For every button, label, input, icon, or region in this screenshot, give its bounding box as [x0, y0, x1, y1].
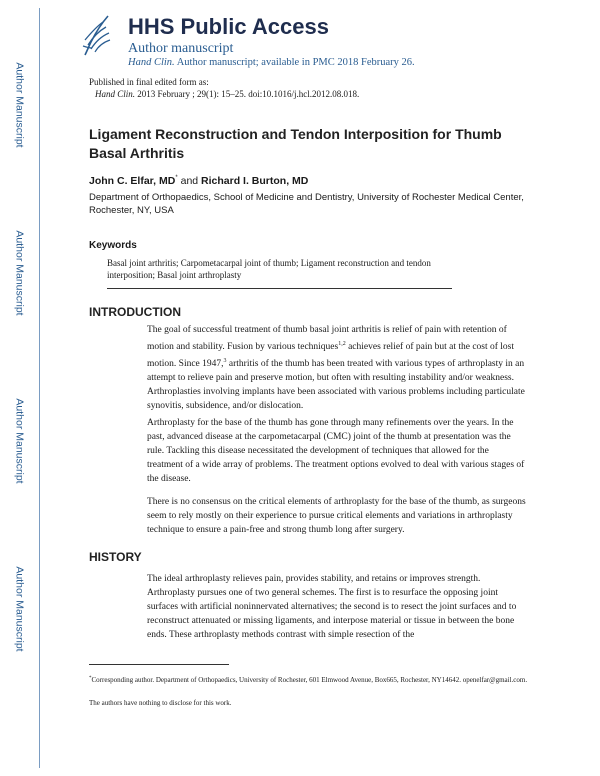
hhs-eagle-logo [79, 12, 113, 58]
keywords-divider [107, 288, 452, 289]
availability-line: Hand Clin. Author manuscript; available in PMC 2018 February 26. [128, 57, 415, 68]
published-label: Published in final edited form as: [89, 77, 209, 87]
author-manuscript-side-label-1: Author Manuscript [14, 62, 26, 148]
margin-divider [39, 8, 40, 768]
article-title: Ligament Reconstruction and Tendon Interposition for Thumb Basal Arthritis [89, 126, 502, 161]
history-heading: HISTORY [89, 550, 142, 564]
footnote-divider [89, 664, 229, 665]
history-paragraph-1: The ideal arthroplasty relieves pain, provides stability, and retains or improves strength. Arthroplasty pursues one of two general schemes. The first is to resurface the opposing joint surfaces with artificial noninnervated alternatives; the second is to resect the joint surfaces and to reconstruct attenuated or missing ligaments, and interpose material or tissue in between the bone ends. These arthroplasty methods contrast with simple resection of the [147, 574, 517, 640]
citation-line: Hand Clin. 2013 February ; 29(1): 15–25. doi:10.1016/j.hcl.2012.08.018. [95, 89, 360, 99]
introduction-paragraph-2: Arthroplasty for the base of the thumb has gone through many refinements over the years. In the past, advanced disease at the carpometacarpal (CMC) joint of the thumb at presentation was the rule. Tackling this disease necessitated the development of techniques that allowed for the treatment of a wide array of problems. The treatment options evolved to deal with various stages of the disease. [147, 418, 525, 484]
corresponding-author-footnote: *Corresponding author. Department of Orthopaedics, University of Rochester, 601 Elmwood Avenue, Box665, Rochester, NY14642. openelfar@gmail.com. [89, 676, 528, 684]
affiliation: Department of Orthopaedics, School of Medicine and Dentistry, University of Rochester Medical Center, Rochester, NY, USA [89, 192, 524, 216]
author-line: John C. Elfar, MD* and Richard I. Burton, MD [89, 175, 309, 187]
disclosure-footnote: The authors have nothing to disclose for this work. [89, 699, 232, 707]
introduction-paragraph-3: There is no consensus on the critical elements of arthroplasty for the base of the thumb, as surgeons seem to rely mostly on their experience to pursue critical elements and variations in arthroplasty technique to ensure a pain-free and strong thumb long after surgery. [147, 497, 526, 535]
hhs-public-access-title: HHS Public Access [128, 14, 329, 39]
keywords-text: Basal joint arthritis; Carpometacarpal joint of thumb; Ligament reconstruction and tendon interposition; Basal joint arthroplasty [107, 258, 431, 280]
keywords-heading: Keywords [89, 240, 137, 251]
author-manuscript-subtitle: Author manuscript [128, 41, 234, 56]
author-manuscript-side-label-3: Author Manuscript [14, 398, 26, 484]
introduction-heading: INTRODUCTION [89, 305, 181, 319]
introduction-paragraph-1: The goal of successful treatment of thumb basal joint arthritis is relief of pain with retention of motion and stability. Fusion by various techniques$^{1,2}$ achieves relief of pain but at the cost of lost motion. Since 1947,$^3$ arthritis of the thumb has been treated with various types of arthroplasty in an attempt to relieve pain and preserve motion, but often with resulting instability and/or weakness. Arthroplasties involving implants have been associated with various problems including particulate synovitis, subsidence, and/or dislocation. [147, 325, 525, 411]
author-manuscript-side-label-4: Author Manuscript [14, 566, 26, 652]
author-manuscript-side-label-2: Author Manuscript [14, 230, 26, 316]
